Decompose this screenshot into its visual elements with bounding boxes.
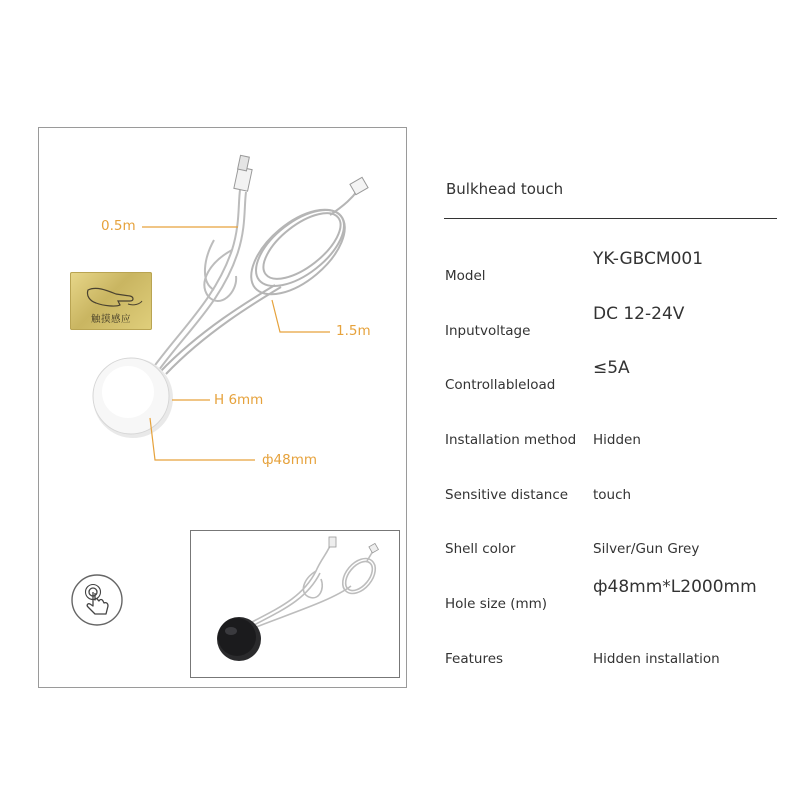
- dimension-long-wire: 1.5m: [336, 323, 371, 339]
- long-cable: [160, 190, 360, 374]
- dimension-short-wire: 0.5m: [101, 218, 136, 234]
- spec-value-input-voltage: DC 12-24V: [593, 304, 685, 324]
- callout-lines: [142, 227, 330, 460]
- sensor-disc-white: [93, 358, 173, 438]
- black-variant-inset: [190, 530, 400, 678]
- spec-value-features: Hidden installation: [593, 651, 720, 667]
- spec-key-sensitive-distance: Sensitive distance: [445, 487, 569, 503]
- touch-hand-icon: [70, 573, 124, 627]
- spec-key-input-voltage: Inputvoltage: [445, 323, 531, 339]
- spec-value-hole-size: ф48mm*L2000mm: [593, 577, 757, 597]
- spec-title: Bulkhead touch: [446, 180, 564, 198]
- spec-key-model: Model: [445, 268, 486, 284]
- spec-key-hole-size: Hole size (mm): [445, 596, 548, 612]
- spec-value-sensitive-distance: touch: [593, 487, 632, 503]
- sticker-hand-icon: [70, 276, 152, 316]
- spec-value-shell-color: Silver/Gun Grey: [593, 541, 700, 557]
- spec-key-shell-color: Shell color: [445, 541, 516, 557]
- short-cable: [150, 190, 246, 374]
- spec-value-controllable-load: ≤5A: [593, 358, 630, 378]
- spec-key-controllable-load: Controllableload: [445, 377, 556, 393]
- spec-value-installation-method: Hidden: [593, 432, 641, 448]
- short-cable-connector: [234, 155, 252, 191]
- spec-key-installation-method: Installation method: [445, 432, 577, 448]
- long-cable-connector: [350, 177, 368, 194]
- dimension-height: H 6mm: [214, 392, 264, 408]
- spec-divider: [444, 218, 777, 219]
- spec-key-features: Features: [445, 651, 504, 667]
- spec-value-model: YK-GBCM001: [593, 249, 704, 269]
- dimension-diameter: ф48mm: [262, 452, 318, 468]
- sticker-text: 触摸感应: [90, 314, 131, 325]
- black-variant-illustration: [191, 531, 399, 677]
- touch-sensor-sticker: [70, 272, 152, 330]
